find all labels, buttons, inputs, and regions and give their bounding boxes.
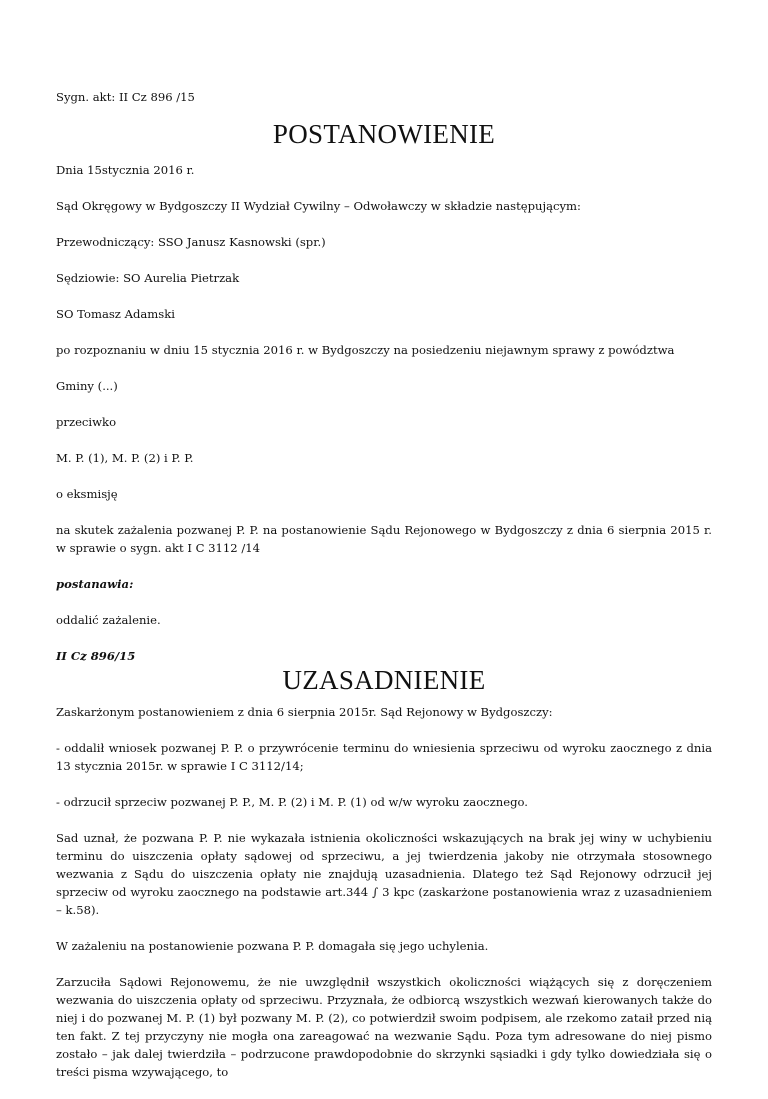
- subject-line: o eksmisję: [56, 487, 118, 501]
- document-page: [56, 88, 712, 1099]
- justification-paragraph-1: Zaskarżonym postanowieniem z dnia 6 sierpnia 2015r. Sąd Rejonowy w Bydgoszczy:: [56, 705, 553, 719]
- appeal-line: na skutek zażalenia pozwanej P. P. na postanowienie Sądu Rejonowego w Bydgoszczy z dnia 6 sierpnia 2015 r. w sprawie o sygn. akt I C 3112 /14: [56, 523, 712, 555]
- justification-title: UZASADNIENIE: [282, 665, 486, 695]
- justification-paragraph-4: Sad uznał, że pozwana P. P. nie wykazała istnienia okoliczności wskazujących na brak jej winy w uchybieniu terminu do uiszczenia opłaty sądowej od sprzeciwu, a jej twierdzenia jakoby nie otrzymała stosownego wezwania z Sądu do uiszczenia opłaty nie znajdują uzasadnienia. Dlatego też Sąd Rejonowy odrzucił jej sprzeciw od wyroku zaocznego na podstawie art.344 ∫ 3 kpc (zaskarżone postanowienia wraz z uzasadnieniem – k.58).: [56, 831, 712, 917]
- justification-paragraph-3: - odrzucił sprzeciw pozwanej P. P., M. P. (2) i M. P. (1) od w/w wyroku zaocznego.: [56, 795, 528, 809]
- court-composition: Sąd Okręgowy w Bydgoszczy II Wydział Cywilny – Odwoławczy w składzie następującym:: [56, 199, 581, 213]
- judges: Sędziowie: SO Aurelia Pietrzak: [56, 271, 240, 285]
- justification-paragraph-5: W zażaleniu na postanowienie pozwana P. P. domagała się jego uchylenia.: [56, 939, 489, 953]
- decision-line: oddalić zażalenie.: [56, 613, 161, 627]
- document-title: POSTANOWIENIE: [272, 119, 496, 149]
- justification-paragraph-6: Zarzuciła Sądowi Rejonowemu, że nie uwzględnił wszystkich okoliczności wiążących się z doręczeniem wezwania do uiszczenia opłaty od sprzeciwu. Przyznała, że odbiorcą wszystkich wezwań kierowanych także do niej i do pozwanej M. P. (1) był pozwany M. P. (2), co potwierdził swoim podpisem, ale rzekomo zataił przed nią ten fakt. Z tej przyczyny nie mogła ona zareagować na wezwanie Sądu. Poza tym adresowane do niej pismo zostało – jak dalej twierdziła – podrzucone prawdopodobnie do skrzynki sąsiadki i gdy tylko dowiedziała się o treści pisma wzywającego, to: [56, 975, 712, 1079]
- against-line: przeciwko: [56, 415, 117, 429]
- case-reference: II Cz 896/15: [56, 649, 136, 663]
- presiding-judge: Przewodniczący: SSO Janusz Kasnowski (spr.): [56, 235, 326, 249]
- hearing-line: po rozpoznaniu w dniu 15 stycznia 2016 r. w Bydgoszczy na posiedzeniu niejawnym sprawy z powództwa: [56, 343, 675, 357]
- case-signature: Sygn. akt: II Cz 896 /15: [56, 90, 195, 104]
- justification-paragraph-2: - oddalił wniosek pozwanej P. P. o przywrócenie terminu do wniesienia sprzeciwu od wyroku zaocznego z dnia 13 stycznia 2015r. w sprawie I C 3112/14;: [56, 741, 712, 773]
- defendants: M. P. (1), M. P. (2) i P. P.: [56, 451, 194, 465]
- judge-second: SO Tomasz Adamski: [56, 307, 175, 321]
- plaintiff: Gminy (...): [56, 379, 118, 393]
- date-line: Dnia 15stycznia 2016 r.: [56, 163, 195, 177]
- decides-label: postanawia:: [56, 577, 134, 591]
